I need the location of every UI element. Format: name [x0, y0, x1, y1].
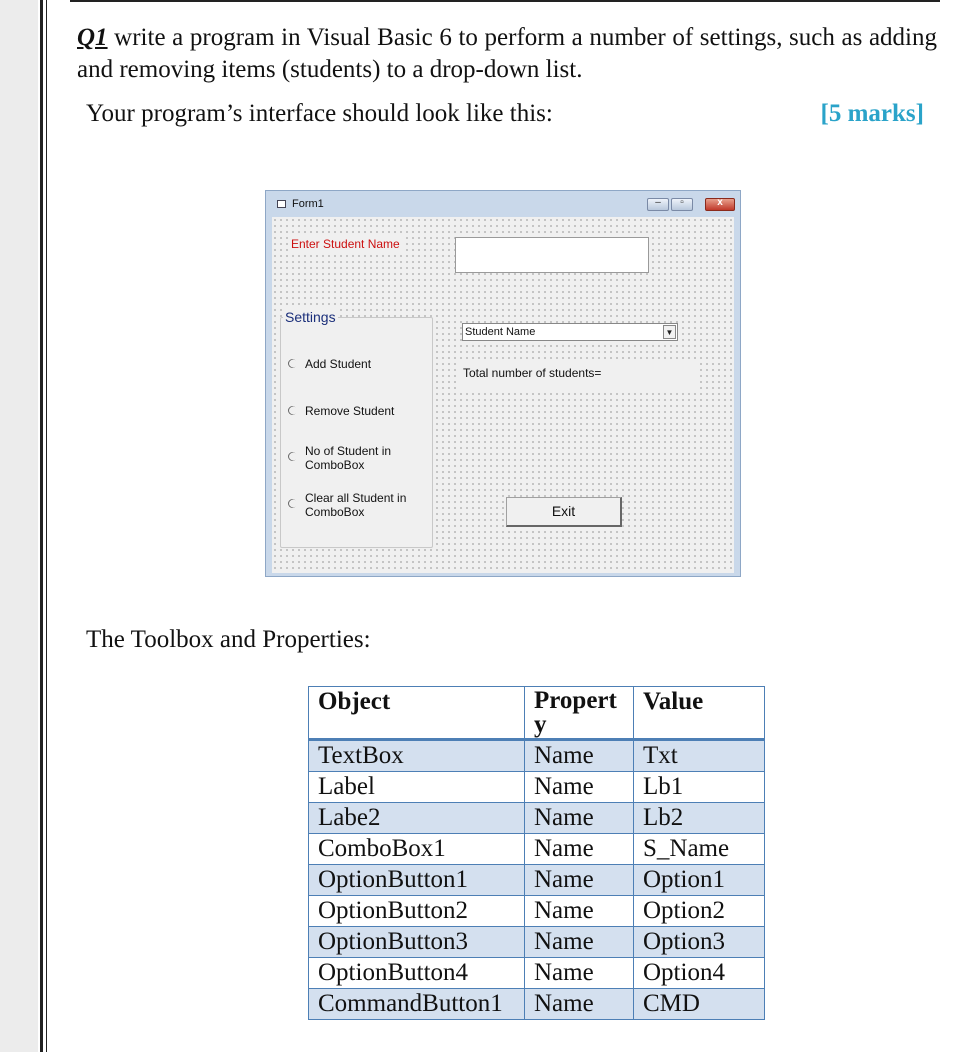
form-title: Form1 [292, 198, 324, 210]
table-row [309, 896, 765, 927]
maximize-icon: ▫ [680, 197, 684, 208]
toolbox-heading: The Toolbox and Properties: [86, 626, 371, 653]
minimize-button[interactable] [647, 198, 669, 211]
chevron-down-icon[interactable]: ▼ [663, 325, 676, 339]
table-row [309, 958, 765, 989]
cell-value: CMD [634, 989, 765, 1020]
cell-property: Name [525, 834, 634, 865]
top-rule [70, 0, 940, 2]
cell-value: Txt [634, 740, 765, 772]
cell-property: Name [525, 740, 634, 772]
table-row [309, 803, 765, 834]
total-students-label: Total number of students= [460, 363, 698, 393]
table-row [309, 989, 765, 1020]
exit-button[interactable]: Exit [506, 497, 622, 527]
close-icon: x [717, 197, 723, 208]
cell-property: Name [525, 865, 634, 896]
page-gutter [0, 0, 38, 1052]
settings-frame-caption: Settings [285, 309, 336, 325]
maximize-button[interactable] [671, 198, 693, 211]
option-label-line1: Clear all Student in [305, 491, 407, 505]
header-property-text: Property [534, 687, 617, 738]
table-row [309, 865, 765, 896]
cell-object: TextBox [309, 740, 525, 772]
cell-value: Lb1 [634, 772, 765, 803]
header-property [525, 687, 634, 740]
vb6-form-screenshot [265, 190, 741, 577]
option-label-line1: No of Student in [305, 444, 392, 458]
marks-label: [5 marks] [820, 100, 924, 127]
table-row [309, 834, 765, 865]
cell-object: OptionButton2 [309, 896, 525, 927]
cell-object: CommandButton1 [309, 989, 525, 1020]
enter-student-label: Enter Student Name [291, 237, 400, 251]
cell-property: Name [525, 927, 634, 958]
minimize-icon: – [655, 197, 661, 208]
cell-property: Name [525, 896, 634, 927]
student-name-combobox[interactable] [462, 323, 678, 341]
option-label-line2: ComboBox [305, 505, 365, 519]
cell-value: S_Name [634, 834, 765, 865]
cell-object: Label [309, 772, 525, 803]
option-label: Remove Student [305, 404, 395, 418]
cell-value: Option2 [634, 896, 765, 927]
page-border-line-inner [46, 0, 47, 1052]
cell-value: Option3 [634, 927, 765, 958]
cell-object: Labe2 [309, 803, 525, 834]
cell-value: Option1 [634, 865, 765, 896]
cell-object: OptionButton1 [309, 865, 525, 896]
question-number: Q1 [77, 24, 108, 51]
form-client-area [272, 217, 734, 573]
form-icon [277, 200, 286, 208]
cell-object: ComboBox1 [309, 834, 525, 865]
close-button[interactable] [705, 198, 735, 211]
header-value: Value [634, 687, 765, 740]
table-row [309, 740, 765, 772]
cell-value: Option4 [634, 958, 765, 989]
table-header-row [309, 687, 765, 740]
cell-property: Name [525, 803, 634, 834]
page-border-line [40, 0, 43, 1052]
table-row [309, 927, 765, 958]
question-body: write a program in Visual Basic 6 to perform a number of settings, such as adding and removing items (students) to a drop-down list. [77, 24, 937, 83]
cell-property: Name [525, 958, 634, 989]
cell-object: OptionButton3 [309, 927, 525, 958]
cell-property: Name [525, 772, 634, 803]
cell-object: OptionButton4 [309, 958, 525, 989]
form-titlebar [266, 191, 740, 217]
student-name-textbox[interactable] [455, 237, 649, 273]
cell-value: Lb2 [634, 803, 765, 834]
question-text [77, 22, 937, 86]
interface-prompt: Your program’s interface should look like this: [86, 100, 553, 127]
option-label: Add Student [305, 357, 372, 371]
table-row [309, 772, 765, 803]
header-object: Object [309, 687, 525, 740]
cell-property: Name [525, 989, 634, 1020]
properties-table [308, 686, 765, 1020]
combo-text: Student Name [465, 326, 536, 338]
option-label-line2: ComboBox [305, 458, 365, 472]
